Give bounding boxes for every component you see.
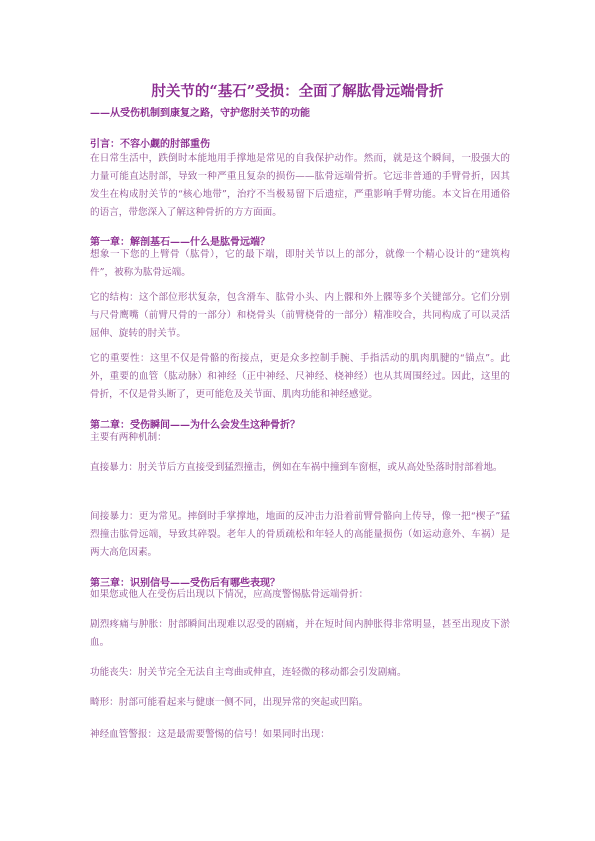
- chapter-3-paragraph-3: 功能丧失：肘关节完全无法自主弯曲或伸直，连轻微的移动都会引发剧痛。: [90, 667, 407, 678]
- chapter-1-paragraph-3: 它的重要性：这里不仅是骨骼的衔接点，更是众多控制手腕、手指活动的肌肉肌腱的“锚点”。此外，重要的血管（肱动脉）和神经（正中神经、尺神经、桡神经）也从其周围经过。因此，这里的骨折，不仅是骨头断了，更可能危及关节面、肌肉功能和神经感觉。: [90, 353, 510, 400]
- chapter-3-paragraph-1: 如果您或他人在受伤后出现以下情况，应高度警惕肱骨远端骨折：: [90, 589, 369, 600]
- chapter-2-heading: 第二章：受伤瞬间——为什么会发生这种骨折？: [90, 420, 300, 431]
- intro-paragraph: 在日常生活中，跌倒时本能地用手撑地是常见的自我保护动作。然而，就是这个瞬间，一股强大的力量可能直达肘部，导致一种严重且复杂的损伤——肱骨远端骨折。它远非普通的手臂骨折，因其发生在构成肘关节的“核心地带”，治疗不当极易留下后遗症，严重影响手臂功能。本文旨在用通俗的语言，带您深入了解这种骨折的方方面面。: [90, 153, 510, 218]
- chapter-2-paragraph-1: 主要有两种机制：: [90, 432, 167, 443]
- intro-heading: 引言：不容小觑的肘部重伤: [90, 139, 210, 150]
- chapter-1-heading: 第一章：解剖基石——什么是肱骨远端？: [90, 237, 270, 248]
- chapter-2-paragraph-2: 直接暴力：肘关节后方直接受到猛烈撞击，例如在车祸中撞到车窗框，或从高处坠落时肘部着地。: [90, 462, 503, 473]
- chapter-1-paragraph-2: 它的结构：这个部位形状复杂，包含滑车、肱骨小头、内上髁和外上髁等多个关键部分。它们分别与尺骨鹰嘴（前臂尺骨的一部分）和桡骨头（前臂桡骨的一部分）精准咬合，共同构成了可以灵活屈伸、旋转的肘关节。: [90, 292, 510, 339]
- chapter-1-paragraph-1: 想象一下您的上臂骨（肱骨），它的最下端，即肘关节以上的部分，就像一个精心设计的“建筑构件”，被称为肱骨远端。: [90, 249, 510, 278]
- chapter-3-heading: 第三章：识别信号——受伤后有哪些表现？: [90, 578, 280, 589]
- chapter-3-paragraph-2: 剧烈疼痛与肿胀：肘部瞬间出现难以忍受的剧痛，并在短时间内肿胀得非常明显，甚至出现皮下淤血。: [90, 619, 510, 648]
- chapter-2-paragraph-3: 间接暴力：更为常见。摔倒时手掌撑地，地面的反冲击力沿着前臂骨骼向上传导，像一把“楔子”猛烈撞击肱骨远端，导致其碎裂。老年人的骨质疏松和年轻人的高能量损伤（如运动意外、车祸）是两大高危因素。: [90, 511, 510, 558]
- page-title: 肘关节的“基石”受损：全面了解肱骨远端骨折: [151, 83, 444, 100]
- chapter-3-paragraph-4: 畸形：肘部可能看起来与健康一侧不同，出现异常的突起或凹陷。: [90, 697, 369, 708]
- chapter-3-paragraph-5: 神经血管警报：这是最需要警惕的信号！如果同时出现：: [90, 729, 330, 740]
- page-subtitle: ——从受伤机制到康复之路，守护您肘关节的功能: [90, 108, 310, 119]
